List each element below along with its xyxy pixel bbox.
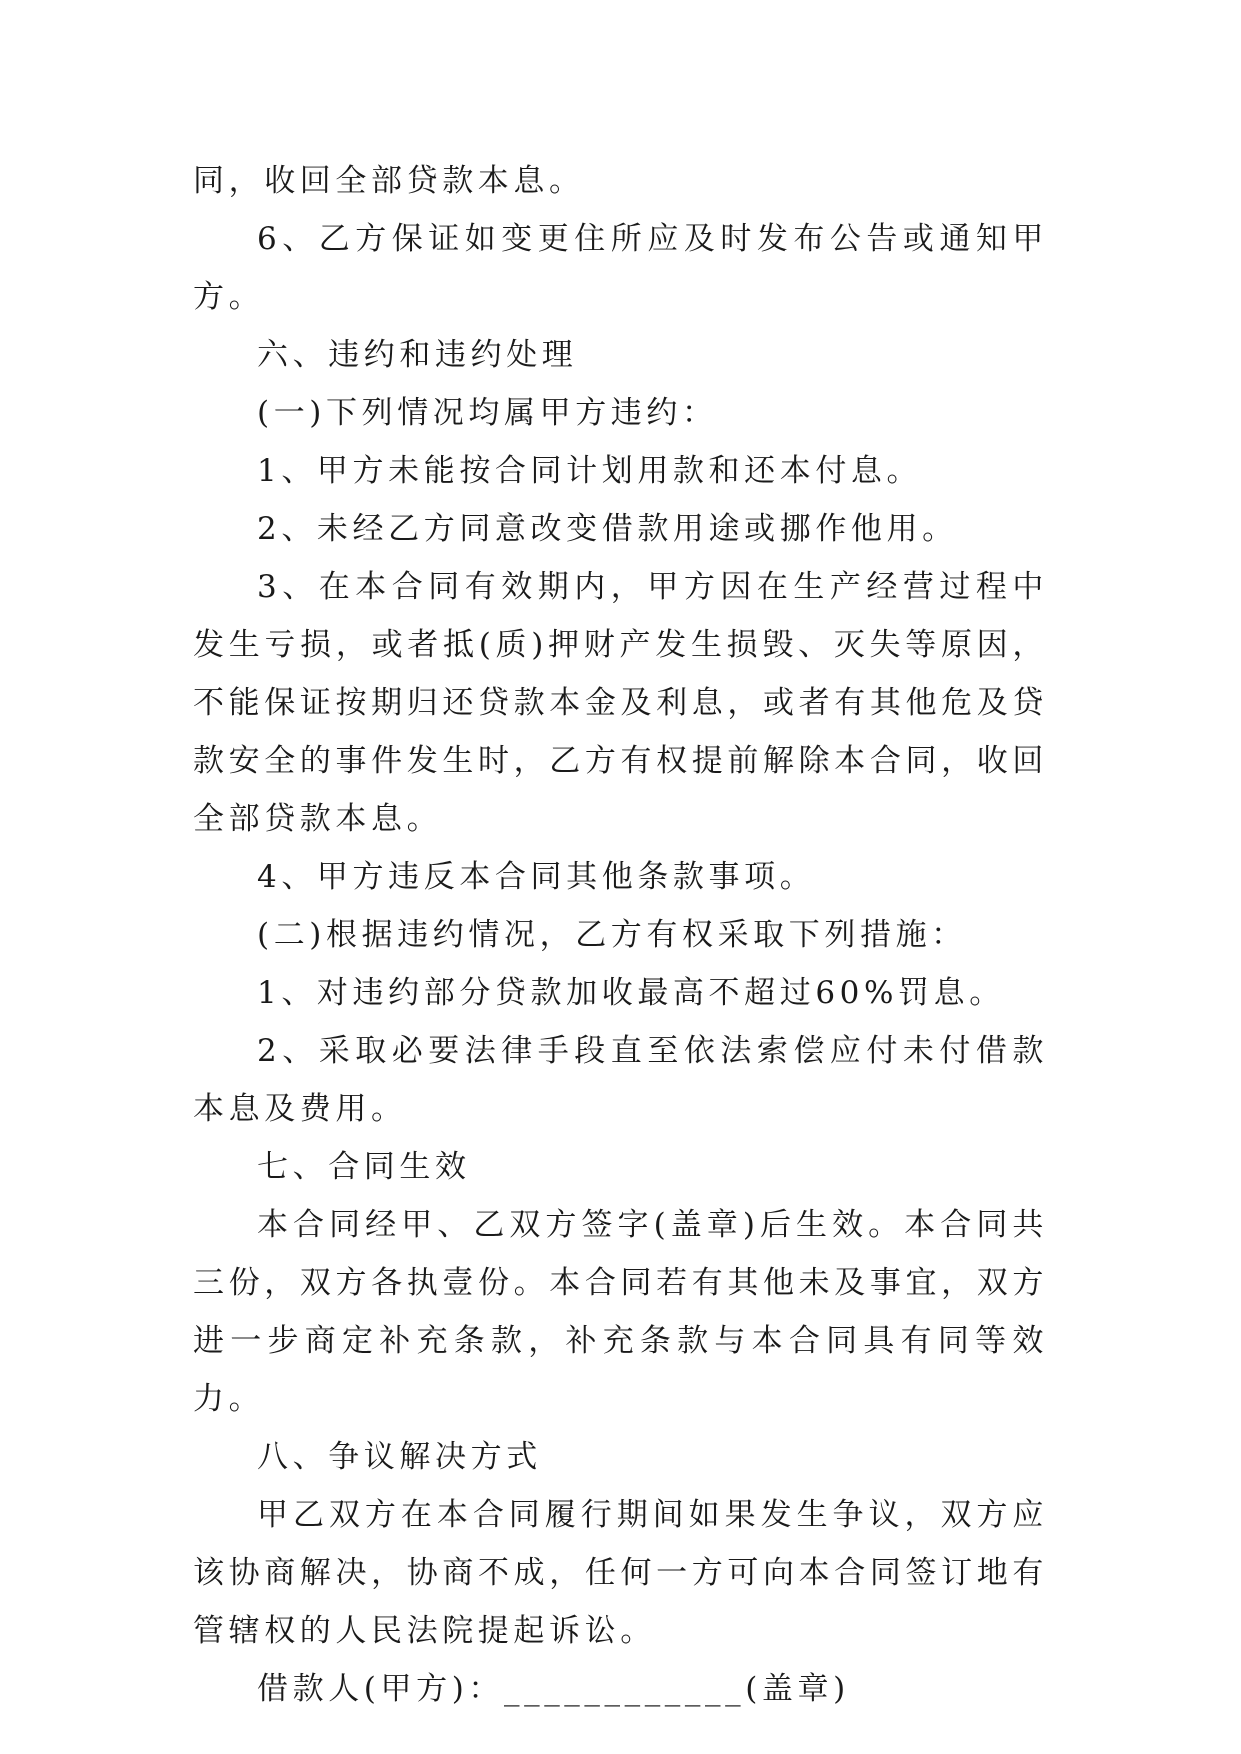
section-heading-dispute: 八、争议解决方式: [257, 1439, 542, 1475]
section-heading-breach: 六、违约和违约处理: [257, 337, 578, 373]
document-body: [193, 152, 1048, 1718]
signature-line-borrower: 借款人(甲方)：____________(盖章): [257, 1671, 850, 1707]
subsection-heading-measures: (二)根据违约情况，乙方有权采取下列措施：: [257, 917, 967, 953]
subsection-heading-party-a-breach: (一)下列情况均属甲方违约：: [257, 395, 718, 431]
paragraph-effectiveness: 本合同经甲、乙双方签字(盖章)后生效。本合同共三份，双方各执壹份。本合同若有其他未及事宜，双方进一步商定补充条款，补充条款与本合同具有同等效力。: [193, 1207, 1048, 1417]
section-heading-effectiveness: 七、合同生效: [257, 1149, 471, 1185]
paragraph-dispute: 甲乙双方在本合同履行期间如果发生争议，双方应该协商解决，协商不成，任何一方可向本合同签订地有管辖权的人民法院提起诉讼。: [193, 1497, 1048, 1649]
paragraph-measure-1: 1、对违约部分贷款加收最高不超过60%罚息。: [257, 975, 1005, 1011]
paragraph-breach-item-3: 3、在本合同有效期内，甲方因在生产经营过程中发生亏损，或者抵(质)押财产发生损毁、灭失等原因，不能保证按期归还贷款本金及利息，或者有其他危及贷款安全的事件发生时，乙方有权提前解除本合同，收回全部贷款本息。: [193, 569, 1048, 837]
paragraph-breach-item-2: 2、未经乙方同意改变借款用途或挪作他用。: [257, 511, 958, 547]
paragraph-clause-6: 6、乙方保证如变更住所应及时发布公告或通知甲方。: [193, 221, 1048, 315]
paragraph-continuation: 同，收回全部贷款本息。: [193, 163, 585, 199]
paragraph-breach-item-1: 1、甲方未能按合同计划用款和还本付息。: [257, 453, 923, 489]
paragraph-measure-2: 2、采取必要法律手段直至依法索偿应付未付借款本息及费用。: [193, 1033, 1048, 1127]
paragraph-breach-item-4: 4、甲方违反本合同其他条款事项。: [257, 859, 816, 895]
